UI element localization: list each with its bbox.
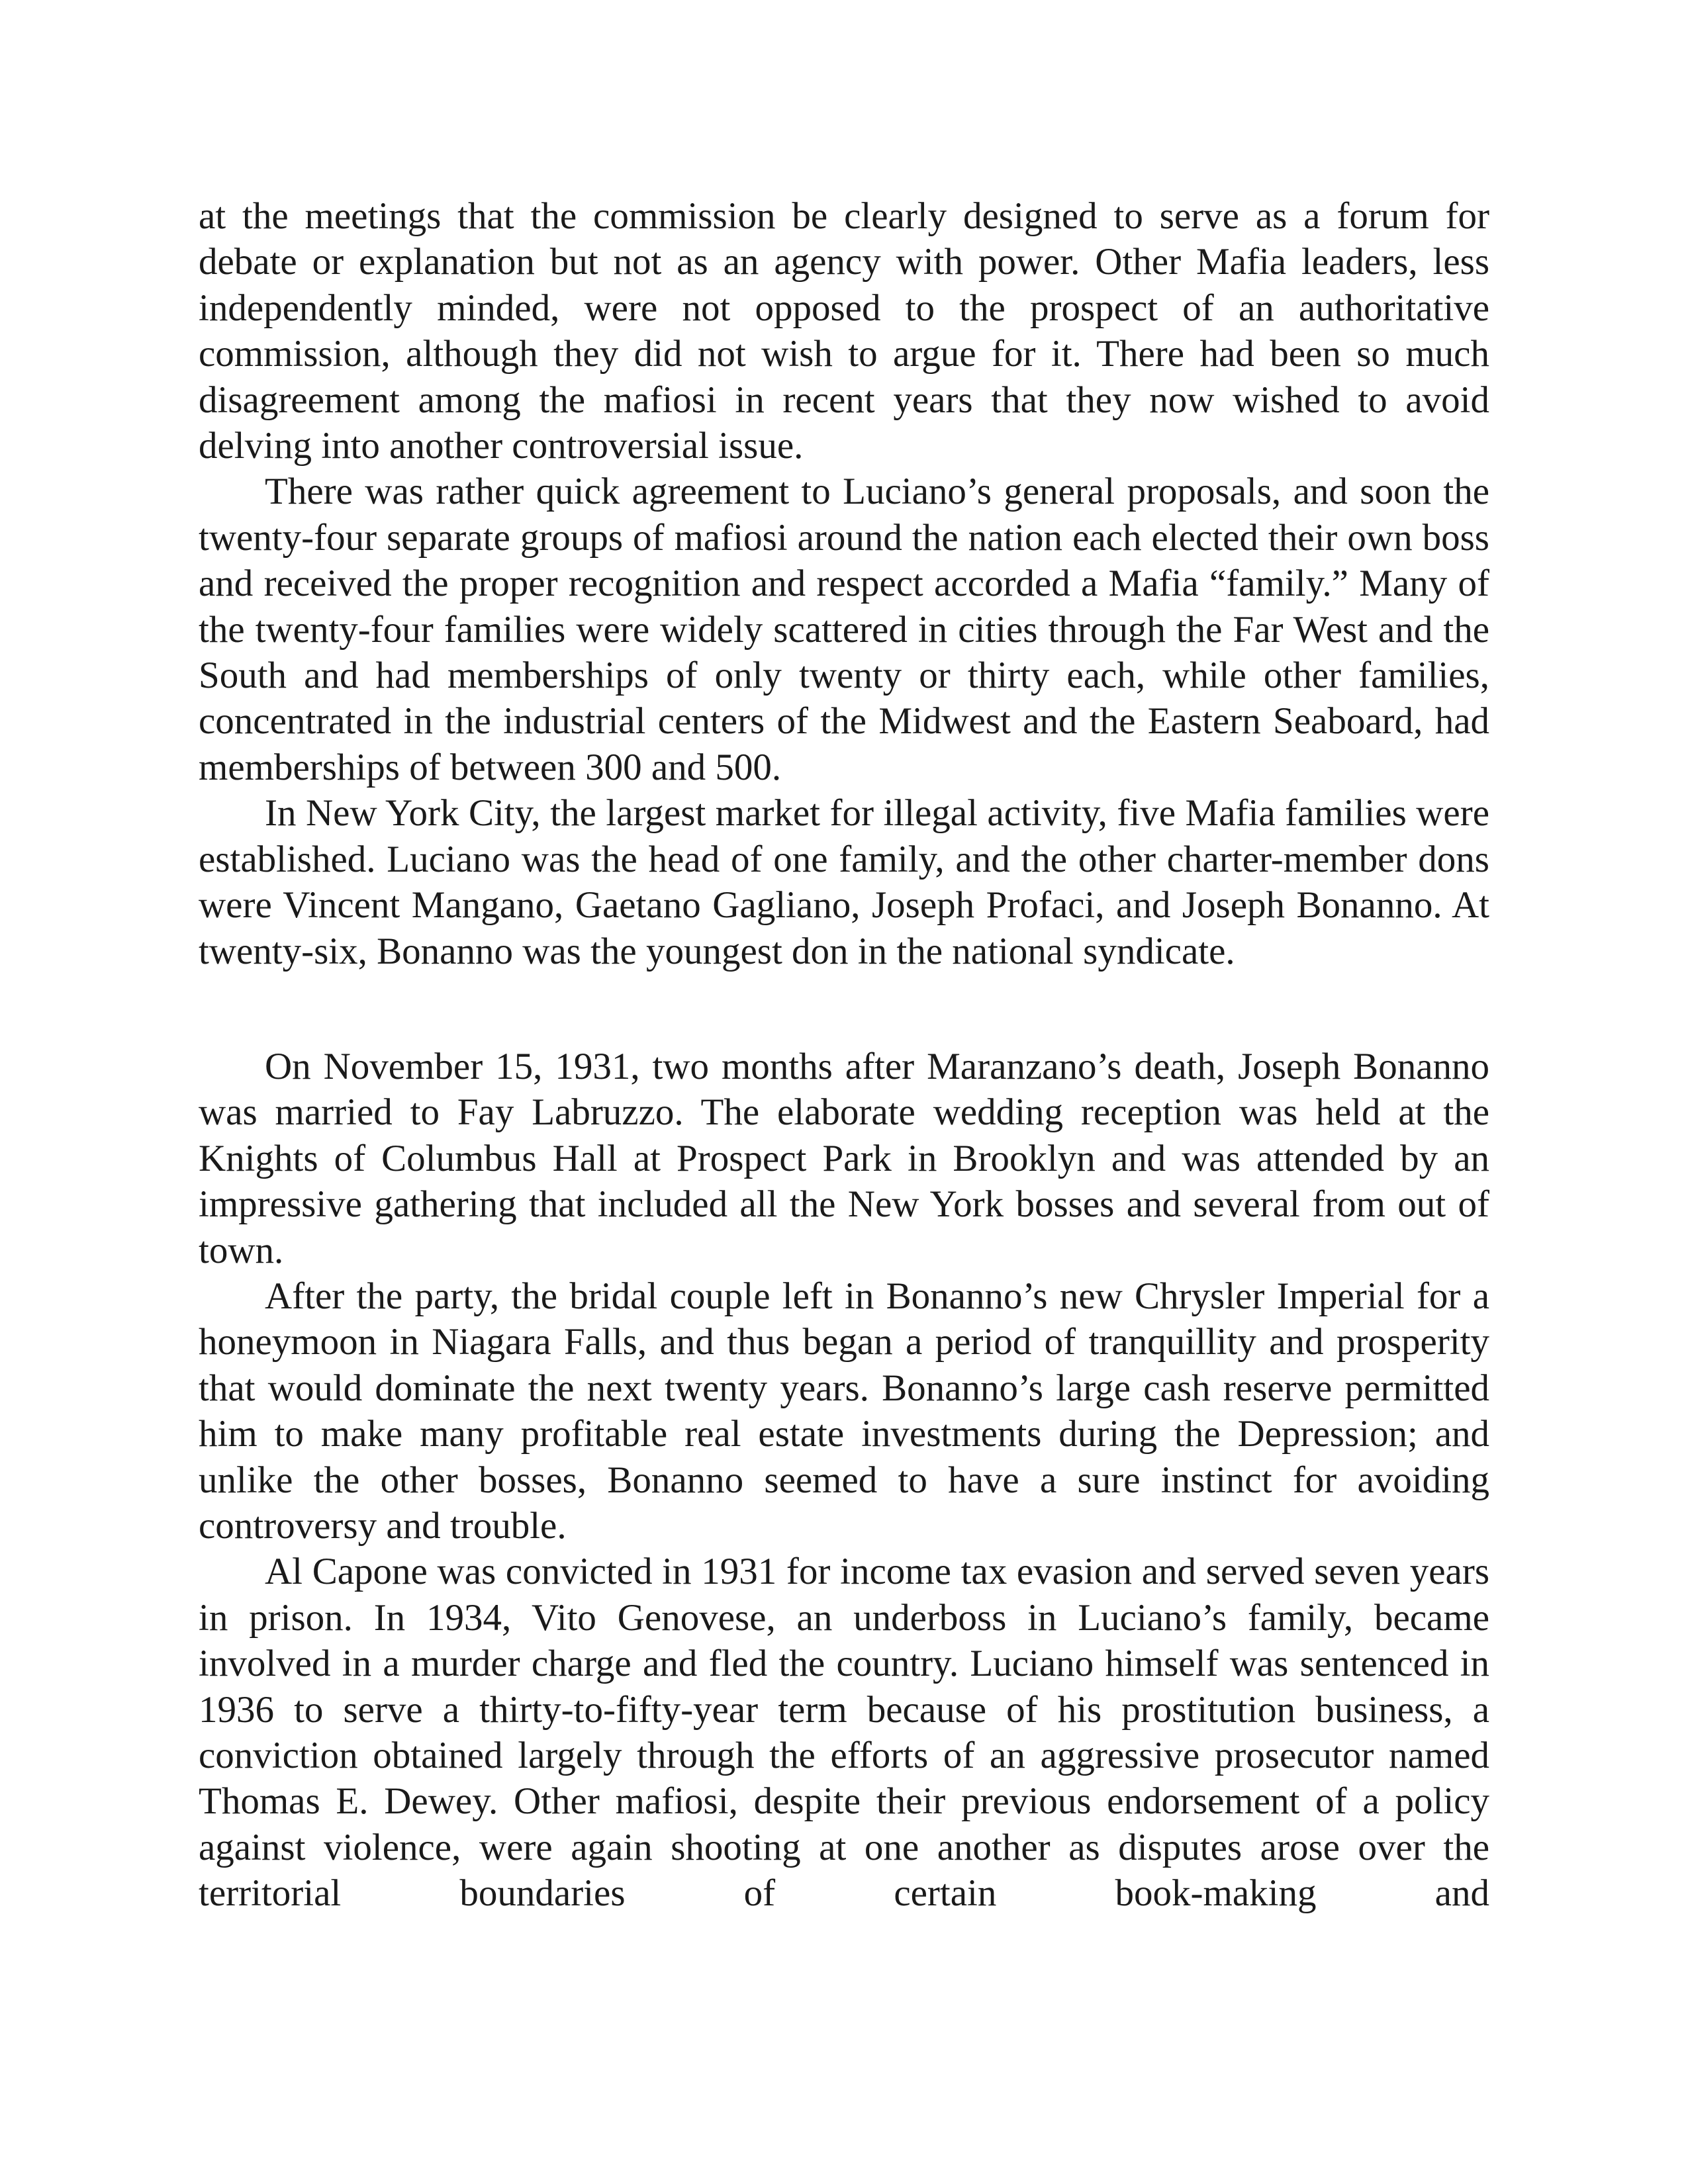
paragraph-continued: at the meetings that the commission be clearly designed to serve as a forum for debate or explanation but not as an agency with power. Other Mafia leaders, less independently minded, were not opposed to the prospect of an authoritative commission, although they did not wish to argue for it. There had been so much disagreement among the mafiosi in recent years that they now wished to avoid delving into another controversial issue. [199, 195, 1489, 467]
paragraph: In New York City, the largest market for illegal activity, five Mafia families were established. Luciano was the head of one family, and the other charter-member dons were Vincent Mangano, Gaetano Gagliano, Joseph Profaci, and Joseph Bonanno. At twenty-six, Bonanno was the youngest don in the national syndicate. [199, 792, 1489, 972]
document-page [199, 193, 1489, 1917]
section-break [199, 974, 1489, 1044]
paragraph: On November 15, 1931, two months after Maranzano’s death, Joseph Bonanno was married to Fay Labruzzo. The elaborate wedding reception was held at the Knights of Columbus Hall at Prospect Park in Brooklyn and was attended by an impressive gathering that included all the New York bosses and several from out of town. [199, 1045, 1489, 1271]
paragraph: There was rather quick agreement to Luciano’s general proposals, and soon the twenty-four separate groups of mafiosi around the nation each elected their own boss and received the proper recognition and respect accorded a Mafia “family.” Many of the twenty-four families were widely scattered in cities through the Far West and the South and had memberships of only twenty or thirty each, while other families, concentrated in the industrial centers of the Midwest and the Eastern Seaboard, had memberships of between 300 and 500. [199, 471, 1489, 788]
paragraph: After the party, the bridal couple left in Bonanno’s new Chrysler Imperial for a honeymoon in Niagara Falls, and thus began a period of tranquillity and prosperity that would dominate the next twenty years. Bonanno’s large cash reserve permitted him to make many profitable real estate investments during the Depression; and unlike the other bosses, Bonanno seemed to have a sure instinct for avoiding controversy and trouble. [199, 1275, 1489, 1547]
paragraph-continues: Al Capone was convicted in 1931 for income tax evasion and served seven years in prison. In 1934, Vito Genovese, an underboss in Luciano’s family, became involved in a murder charge and fled the country. Luciano himself was sentenced in 1936 to serve a thirty-to-fifty-year term because of his prostitution business, a conviction obtained largely through the efforts of an aggressive prosecutor named Thomas E. Dewey. Other mafiosi, despite their previous endorsement of a policy against violence, were again shooting at one another as disputes arose over the territorial boundaries of certain book-making and [199, 1551, 1489, 1915]
